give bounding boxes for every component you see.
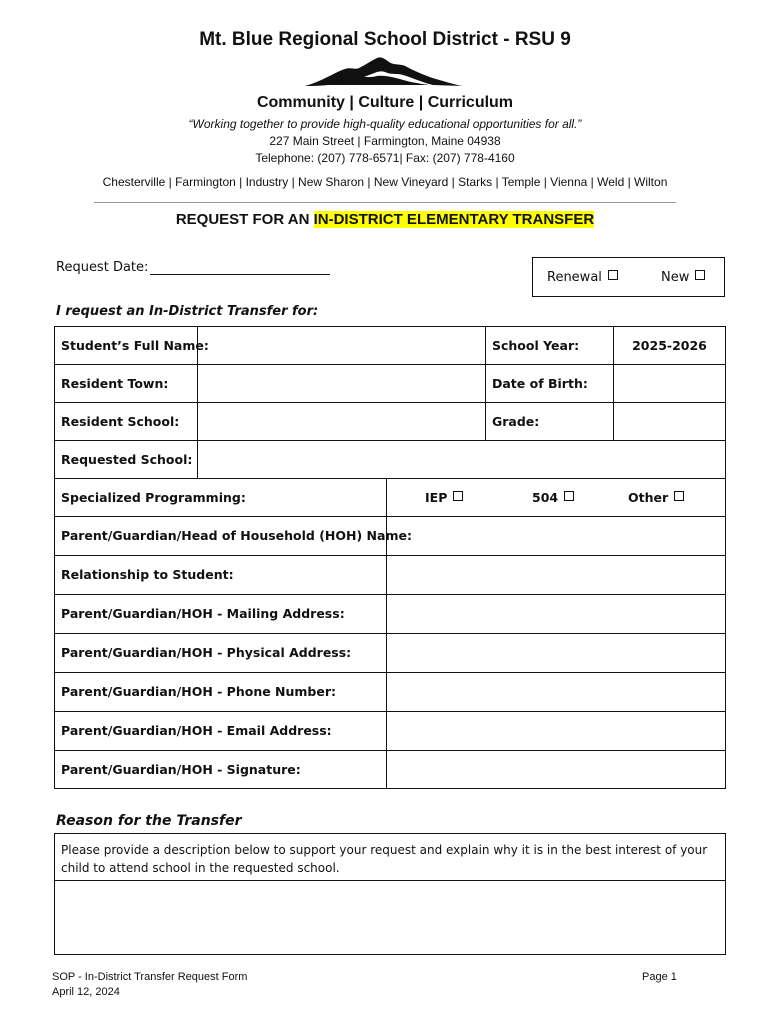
signature-label-cell [54,750,387,789]
address: 227 Main Street | Farmington, Maine 04938 [269,134,501,148]
mailing-input[interactable] [386,594,726,634]
signature-input[interactable] [386,750,726,789]
resident-town-input[interactable] [197,364,486,403]
physical-input[interactable] [386,633,726,673]
hoh-name-label: Parent/Guardian/Head of Household (HOH) Name: [61,528,412,543]
footer-date: April 12, 2024 [52,986,120,998]
other-option[interactable] [628,490,684,505]
renewal-checkbox[interactable] [608,270,618,280]
intro-text: I request an In-District Transfer for: [56,304,319,319]
grade-label: Grade: [492,414,540,429]
hoh-name-label-cell [54,516,412,556]
physical-label-cell [54,633,387,673]
phone-input[interactable] [386,672,726,712]
footer-page: Page 1 [642,971,677,983]
physical-label: Parent/Guardian/HOH - Physical Address: [61,645,352,660]
form-title [0,211,770,228]
requested-school-input[interactable] [197,440,726,479]
renewal-new-box [532,257,725,297]
specialized-options-cell [386,478,726,517]
reason-box [54,833,726,955]
new-option[interactable] [661,270,705,285]
dob-label: Date of Birth: [492,376,588,391]
towns-list: Chesterville | Farmington | Industry | New Sharon | New Vineyard | Starks | Temple | Vienna | Weld | Wilton [102,175,668,189]
iep-option[interactable] [425,490,463,505]
new-label: New [661,270,690,285]
renewal-option[interactable] [547,270,618,285]
iep-label: IEP [425,490,448,505]
mailing-label: Parent/Guardian/HOH - Mailing Address: [61,606,345,621]
specialized-label-cell [54,478,387,517]
504-option[interactable] [532,490,574,505]
email-label: Parent/Guardian/HOH - Email Address: [61,723,332,738]
resident-school-input[interactable] [197,402,486,441]
requested-school-label: Requested School: [61,452,193,467]
tagline: Community | Culture | Curriculum [256,94,514,111]
iep-checkbox[interactable] [453,491,463,501]
dob-input[interactable] [613,364,726,403]
reason-heading: Reason for the Transfer [56,813,242,829]
relationship-label-cell [54,555,387,595]
phone-label-cell [54,672,387,712]
relationship-label: Relationship to Student: [61,567,234,582]
request-date [56,260,330,275]
resident-school-label: Resident School: [61,414,180,429]
email-input[interactable] [386,711,726,751]
student-name-label: Student’s Full Name: [61,338,209,353]
phone-label: Parent/Guardian/HOH - Phone Number: [61,684,337,699]
motto: “Working together to provide high-quality educational opportunities for all.” [188,117,582,131]
other-checkbox[interactable] [674,491,684,501]
504-label: 504 [532,490,559,505]
district-title: Mt. Blue Regional School District - RSU 9 [199,29,571,50]
resident-town-label-cell [54,364,198,403]
relationship-input[interactable] [386,555,726,595]
renewal-label: Renewal [547,270,602,285]
request-date-label: Request Date: [56,260,149,275]
email-label-cell [54,711,387,751]
hoh-name-input[interactable] [386,516,726,556]
telephone: Telephone: (207) 778-6571| Fax: (207) 778-4160 [255,151,515,165]
requested-school-label-cell [54,440,198,479]
dob-label-cell [485,364,614,403]
school-year-label: School Year: [492,338,580,353]
grade-input[interactable] [613,402,726,441]
signature-label: Parent/Guardian/HOH - Signature: [61,762,301,777]
grade-label-cell [485,402,614,441]
school-year-label-cell [485,326,614,365]
mountain-logo [303,55,465,89]
resident-town-label: Resident Town: [61,376,169,391]
student-info-table [54,326,726,789]
mailing-label-cell [54,594,387,634]
header-divider [94,202,676,203]
footer-doc-name: SOP - In-District Transfer Request Form [52,971,248,983]
reason-input[interactable] [55,881,725,954]
reason-instructions: Please provide a description below to support your request and explain why it is in the best interest of your child to attend school in the requested school. [61,843,708,875]
form-title-prefix: REQUEST FOR AN [175,211,314,228]
specialized-label: Specialized Programming: [61,490,246,505]
resident-school-label-cell [54,402,198,441]
school-year-value: 2025-2026 [632,338,707,353]
form-title-highlight: IN-DISTRICT ELEMENTARY TRANSFER [313,211,595,228]
student-name-input[interactable] [197,326,486,365]
school-year-value-cell [613,326,726,365]
request-date-field[interactable] [150,262,330,275]
other-label: Other [628,490,669,505]
student-name-label-cell [54,326,209,365]
504-checkbox[interactable] [564,491,574,501]
new-checkbox[interactable] [695,270,705,280]
